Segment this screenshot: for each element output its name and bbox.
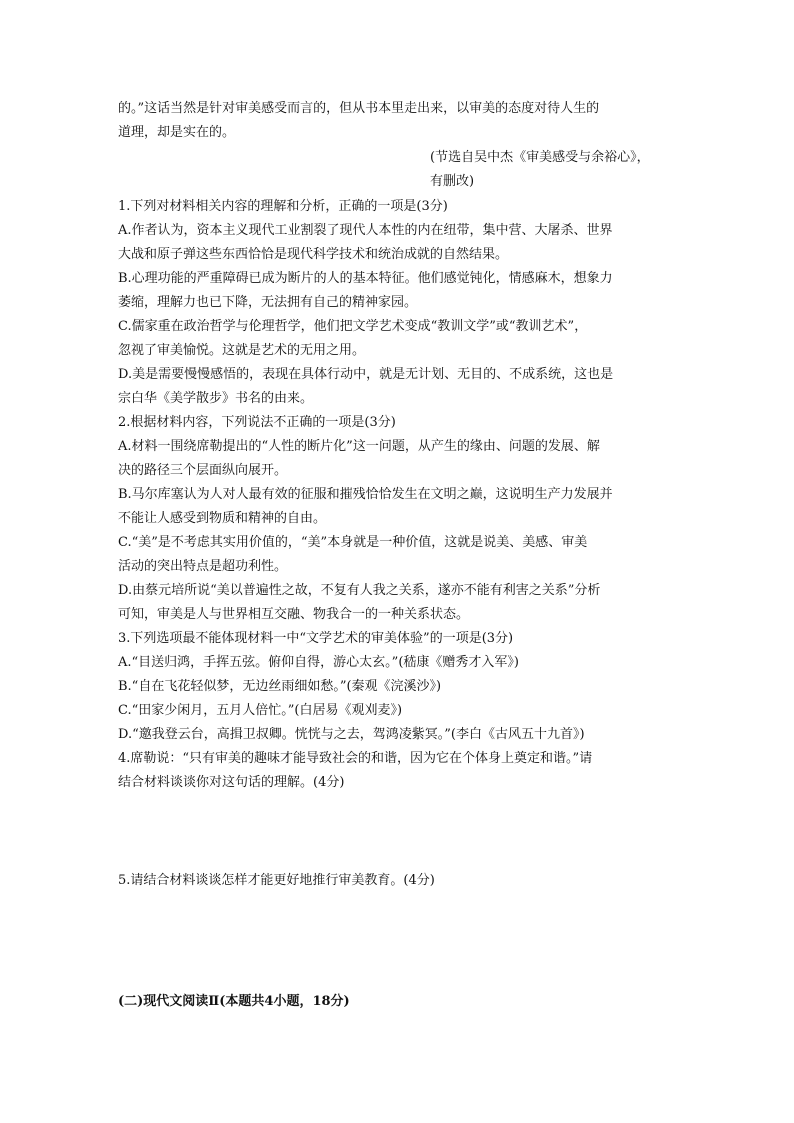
option-text: D.“邀我登云台，高揖卫叔卿。恍恍与之去，驾鸿凌紫冥。”(李白《古风五十九首》) — [118, 727, 585, 742]
question-stem: 1.下列对材料相关内容的理解和分析，正确的一项是(3分) — [118, 199, 448, 214]
option-text: C.“美”是不考虑其实用价值的，“美”本身就是一种价值，这就是说美、美感、审美 — [118, 535, 588, 550]
option-text: B.“自在飞花轻似梦，无边丝雨细如愁。”(秦观《浣溪沙》) — [118, 679, 442, 694]
option-text: 萎缩，理解力也已下降，无法拥有自己的精神家园。 — [118, 295, 418, 310]
question-stem: 3.下列选项最不能体现材料一中“文学艺术的审美体验”的一项是(3分) — [118, 631, 514, 646]
source-citation: 有删改) — [430, 174, 475, 189]
option-text: 活动的突出特点是超功利性。 — [118, 559, 288, 574]
option-text: D.美是需要慢慢感悟的，表现在具体行动中，就是无计划、无目的、不成系统，这也是 — [118, 367, 614, 382]
option-text: 宗白华《美学散步》书名的由来。 — [118, 391, 314, 406]
option-text: A.作者认为，资本主义现代工业割裂了现代人本性的内在纽带，集中营、大屠杀、世界 — [118, 223, 613, 238]
option-text: 不能让人感受到物质和精神的自由。 — [118, 511, 327, 526]
option-text: C.儒家重在政治哲学与伦理哲学，他们把文学艺术变成“教训文学”或“教训艺术”， — [118, 319, 588, 334]
option-text: 大战和原子弹这些东西恰恰是现代科学技术和统治成就的自然结果。 — [118, 247, 509, 262]
passage-line: 道理，却是实在的。 — [118, 125, 236, 140]
question-stem: 2.根据材料内容，下列说法不正确的一项是(3分) — [118, 415, 396, 430]
question-stem: 5.请结合材料谈谈怎样才能更好地推行审美教育。(4分) — [118, 873, 435, 888]
option-text: B.马尔库塞认为人对人最有效的征服和摧残恰恰发生在文明之巅，这说明生产力发展并 — [118, 487, 613, 502]
passage-line: 的。”这话当然是针对审美感受而言的，但从书本里走出来，以审美的态度对待人生的 — [118, 101, 600, 116]
option-text: C.“田家少闲月，五月人倍忙。”(白居易《观刈麦》) — [118, 703, 403, 718]
source-citation: (节选自吴中杰《审美感受与余裕心》， — [430, 150, 650, 165]
option-text: A.材料一围绕席勒提出的“人性的断片化”这一问题，从产生的缘由、问题的发展、解 — [118, 439, 600, 454]
question-stem: 4.席勒说：“只有审美的趣味才能导致社会的和谐，因为它在个体身上奠定和谐。”请 — [118, 751, 593, 766]
question-stem: 结合材料谈谈你对这句话的理解。(4分) — [118, 775, 345, 790]
option-text: A.“目送归鸿，手挥五弦。俯仰自得，游心太玄。”(嵇康《赠秀才入军》) — [118, 655, 519, 670]
option-text: 决的路径三个层面纵向展开。 — [118, 463, 288, 478]
option-text: D.由蔡元培所说“美以普遍性之故，不复有人我之关系，遂亦不能有利害之关系”分析 — [118, 583, 601, 598]
option-text: 可知，审美是人与世界相互交融、物我合一的一种关系状态。 — [118, 607, 470, 622]
section-heading: (二)现代文阅读Ⅱ(本题共4小题，18分) — [118, 994, 350, 1009]
option-text: B.心理功能的严重障碍已成为断片的人的基本特征。他们感觉钝化，情感麻木，想象力 — [118, 271, 613, 286]
option-text: 忽视了审美愉悦。这就是艺术的无用之用。 — [118, 343, 366, 358]
